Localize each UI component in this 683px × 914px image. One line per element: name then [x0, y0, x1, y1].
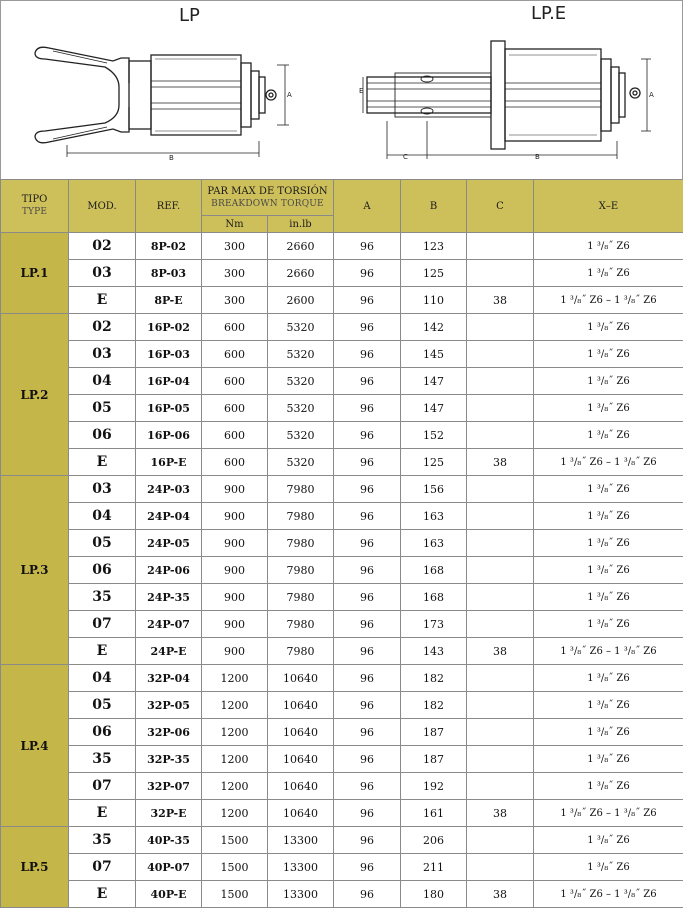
b-cell: 168: [401, 557, 467, 584]
inlb-cell: 7980: [268, 530, 334, 557]
xe-cell: 1 ³/₈˝ Z6: [534, 314, 683, 341]
c-cell: [467, 773, 534, 800]
nm-cell: 1200: [202, 719, 268, 746]
a-cell: 96: [334, 611, 401, 638]
c-cell: [467, 260, 534, 287]
mod-cell: 05: [69, 395, 136, 422]
header-nm: Nm: [202, 216, 268, 233]
c-cell: [467, 692, 534, 719]
xe-cell: 1 ³/₈˝ Z6 – 1 ³/₈˝ Z6: [534, 881, 683, 908]
xe-cell: 1 ³/₈˝ Z6: [534, 611, 683, 638]
xe-cell: 1 ³/₈˝ Z6: [534, 368, 683, 395]
c-cell: [467, 368, 534, 395]
mod-cell: E: [69, 287, 136, 314]
a-cell: 96: [334, 665, 401, 692]
ref-cell: 16P-04: [136, 368, 202, 395]
table-row: [1, 233, 683, 260]
table-row: [1, 800, 683, 827]
mod-cell: 04: [69, 503, 136, 530]
header-xe: X–E: [534, 180, 683, 233]
inlb-cell: 10640: [268, 692, 334, 719]
table-row: [1, 503, 683, 530]
table-row: [1, 827, 683, 854]
mod-cell: 06: [69, 422, 136, 449]
xe-cell: 1 ³/₈˝ Z6: [534, 341, 683, 368]
mod-cell: 06: [69, 557, 136, 584]
lp-dim-b: B: [169, 154, 174, 162]
ref-cell: 16P-E: [136, 449, 202, 476]
a-cell: 96: [334, 341, 401, 368]
nm-cell: 600: [202, 449, 268, 476]
b-cell: 156: [401, 476, 467, 503]
b-cell: 147: [401, 395, 467, 422]
ref-cell: 24P-E: [136, 638, 202, 665]
xe-cell: 1 ³/₈˝ Z6: [534, 584, 683, 611]
b-cell: 192: [401, 773, 467, 800]
ref-cell: 24P-06: [136, 557, 202, 584]
xe-cell: 1 ³/₈˝ Z6: [534, 233, 683, 260]
nm-cell: 900: [202, 530, 268, 557]
xe-cell: 1 ³/₈˝ Z6: [534, 476, 683, 503]
nm-cell: 900: [202, 584, 268, 611]
inlb-cell: 10640: [268, 746, 334, 773]
b-cell: 147: [401, 368, 467, 395]
nm-cell: 600: [202, 395, 268, 422]
c-cell: 38: [467, 638, 534, 665]
xe-cell: 1 ³/₈˝ Z6: [534, 260, 683, 287]
xe-cell: 1 ³/₈˝ Z6 – 1 ³/₈˝ Z6: [534, 638, 683, 665]
nm-cell: 600: [202, 368, 268, 395]
table-row: [1, 692, 683, 719]
ref-cell: 32P-E: [136, 800, 202, 827]
b-cell: 143: [401, 638, 467, 665]
header-mod: MOD.: [69, 180, 136, 233]
tipo-cell: LP.1: [1, 233, 69, 314]
b-cell: 110: [401, 287, 467, 314]
specification-table: [0, 179, 683, 908]
inlb-cell: 5320: [268, 368, 334, 395]
mod-cell: 35: [69, 584, 136, 611]
tipo-cell: LP.4: [1, 665, 69, 827]
table-row: [1, 260, 683, 287]
lpe-dim-a: A: [649, 91, 654, 99]
mod-cell: 07: [69, 611, 136, 638]
lp-dim-a: A: [287, 91, 292, 99]
a-cell: 96: [334, 557, 401, 584]
a-cell: 96: [334, 584, 401, 611]
table-row: [1, 638, 683, 665]
table-row: [1, 854, 683, 881]
table-row: [1, 287, 683, 314]
ref-cell: 32P-07: [136, 773, 202, 800]
nm-cell: 600: [202, 314, 268, 341]
header-ref: REF.: [136, 180, 202, 233]
b-cell: 211: [401, 854, 467, 881]
c-cell: [467, 395, 534, 422]
header-inlb: in.lb: [268, 216, 334, 233]
c-cell: [467, 314, 534, 341]
lp-drawing-title: LP: [179, 5, 200, 26]
a-cell: 96: [334, 530, 401, 557]
ref-cell: 40P-E: [136, 881, 202, 908]
b-cell: 152: [401, 422, 467, 449]
nm-cell: 300: [202, 233, 268, 260]
header-b: B: [401, 180, 467, 233]
xe-cell: 1 ³/₈˝ Z6: [534, 665, 683, 692]
b-cell: 123: [401, 233, 467, 260]
ref-cell: 16P-02: [136, 314, 202, 341]
ref-cell: 24P-07: [136, 611, 202, 638]
ref-cell: 16P-03: [136, 341, 202, 368]
mod-cell: 05: [69, 692, 136, 719]
ref-cell: 16P-06: [136, 422, 202, 449]
c-cell: 38: [467, 287, 534, 314]
a-cell: 96: [334, 476, 401, 503]
mod-cell: 03: [69, 476, 136, 503]
c-cell: 38: [467, 800, 534, 827]
table-row: [1, 773, 683, 800]
mod-cell: E: [69, 638, 136, 665]
xe-cell: 1 ³/₈˝ Z6 – 1 ³/₈˝ Z6: [534, 287, 683, 314]
a-cell: 96: [334, 638, 401, 665]
b-cell: 187: [401, 719, 467, 746]
lpe-dim-c: C: [403, 153, 408, 161]
table-body: [1, 233, 683, 908]
inlb-cell: 5320: [268, 422, 334, 449]
mod-cell: 07: [69, 773, 136, 800]
xe-cell: 1 ³/₈˝ Z6: [534, 395, 683, 422]
inlb-cell: 7980: [268, 476, 334, 503]
table-row: [1, 314, 683, 341]
nm-cell: 1200: [202, 800, 268, 827]
c-cell: 38: [467, 449, 534, 476]
ref-cell: 24P-04: [136, 503, 202, 530]
table-row: [1, 584, 683, 611]
mod-cell: E: [69, 881, 136, 908]
table-row: [1, 341, 683, 368]
table-row: [1, 449, 683, 476]
ref-cell: 32P-06: [136, 719, 202, 746]
table-row: [1, 557, 683, 584]
ref-cell: 24P-05: [136, 530, 202, 557]
table-row: [1, 530, 683, 557]
a-cell: 96: [334, 746, 401, 773]
ref-cell: 32P-05: [136, 692, 202, 719]
ref-cell: 24P-35: [136, 584, 202, 611]
inlb-cell: 2660: [268, 260, 334, 287]
a-cell: 96: [334, 800, 401, 827]
nm-cell: 900: [202, 503, 268, 530]
inlb-cell: 5320: [268, 395, 334, 422]
inlb-cell: 7980: [268, 557, 334, 584]
table-row: [1, 476, 683, 503]
ref-cell: 8P-E: [136, 287, 202, 314]
c-cell: [467, 341, 534, 368]
header-tipo: TIPO TYPE: [1, 180, 69, 233]
inlb-cell: 7980: [268, 638, 334, 665]
ref-cell: 24P-03: [136, 476, 202, 503]
ref-cell: 8P-03: [136, 260, 202, 287]
ref-cell: 32P-35: [136, 746, 202, 773]
nm-cell: 1500: [202, 854, 268, 881]
table-row: [1, 611, 683, 638]
inlb-cell: 5320: [268, 341, 334, 368]
ref-cell: 40P-35: [136, 827, 202, 854]
nm-cell: 900: [202, 557, 268, 584]
a-cell: 96: [334, 854, 401, 881]
inlb-cell: 13300: [268, 854, 334, 881]
xe-cell: 1 ³/₈˝ Z6: [534, 854, 683, 881]
b-cell: 187: [401, 746, 467, 773]
tipo-cell: LP.3: [1, 476, 69, 665]
nm-cell: 1200: [202, 692, 268, 719]
c-cell: [467, 584, 534, 611]
a-cell: 96: [334, 368, 401, 395]
nm-cell: 1200: [202, 746, 268, 773]
table-row: [1, 746, 683, 773]
c-cell: [467, 665, 534, 692]
a-cell: 96: [334, 692, 401, 719]
b-cell: 182: [401, 692, 467, 719]
a-cell: 96: [334, 260, 401, 287]
inlb-cell: 5320: [268, 314, 334, 341]
c-cell: [467, 827, 534, 854]
tipo-cell: LP.5: [1, 827, 69, 908]
mod-cell: 07: [69, 854, 136, 881]
xe-cell: 1 ³/₈˝ Z6: [534, 557, 683, 584]
lpe-dim-b: B: [535, 153, 540, 161]
inlb-cell: 2660: [268, 233, 334, 260]
inlb-cell: 10640: [268, 665, 334, 692]
ref-cell: 16P-05: [136, 395, 202, 422]
xe-cell: 1 ³/₈˝ Z6: [534, 503, 683, 530]
c-cell: [467, 476, 534, 503]
a-cell: 96: [334, 287, 401, 314]
nm-cell: 300: [202, 287, 268, 314]
tipo-cell: LP.2: [1, 314, 69, 476]
a-cell: 96: [334, 827, 401, 854]
nm-cell: 1200: [202, 773, 268, 800]
c-cell: [467, 557, 534, 584]
c-cell: [467, 611, 534, 638]
a-cell: 96: [334, 422, 401, 449]
lpe-dim-e: E: [359, 87, 364, 95]
b-cell: 163: [401, 530, 467, 557]
c-cell: [467, 854, 534, 881]
inlb-cell: 7980: [268, 584, 334, 611]
header-c: C: [467, 180, 534, 233]
inlb-cell: 10640: [268, 719, 334, 746]
mod-cell: 03: [69, 260, 136, 287]
c-cell: [467, 719, 534, 746]
xe-cell: 1 ³/₈˝ Z6 – 1 ³/₈˝ Z6: [534, 449, 683, 476]
b-cell: 168: [401, 584, 467, 611]
nm-cell: 300: [202, 260, 268, 287]
nm-cell: 1200: [202, 665, 268, 692]
lp-and-lpe-drawing: [1, 1, 683, 180]
mod-cell: 02: [69, 314, 136, 341]
xe-cell: 1 ³/₈˝ Z6: [534, 746, 683, 773]
nm-cell: 900: [202, 476, 268, 503]
xe-cell: 1 ³/₈˝ Z6: [534, 530, 683, 557]
mod-cell: E: [69, 449, 136, 476]
inlb-cell: 13300: [268, 881, 334, 908]
a-cell: 96: [334, 233, 401, 260]
nm-cell: 900: [202, 611, 268, 638]
c-cell: [467, 503, 534, 530]
a-cell: 96: [334, 314, 401, 341]
mod-cell: 04: [69, 368, 136, 395]
mod-cell: E: [69, 800, 136, 827]
nm-cell: 600: [202, 341, 268, 368]
xe-cell: 1 ³/₈˝ Z6 – 1 ³/₈˝ Z6: [534, 800, 683, 827]
table-row: [1, 665, 683, 692]
ref-cell: 8P-02: [136, 233, 202, 260]
technical-drawings-panel: [0, 0, 683, 179]
xe-cell: 1 ³/₈˝ Z6: [534, 773, 683, 800]
b-cell: 161: [401, 800, 467, 827]
a-cell: 96: [334, 449, 401, 476]
table-row: [1, 368, 683, 395]
b-cell: 145: [401, 341, 467, 368]
mod-cell: 04: [69, 665, 136, 692]
c-cell: [467, 422, 534, 449]
table-row: [1, 719, 683, 746]
table-row: [1, 881, 683, 908]
mod-cell: 03: [69, 341, 136, 368]
nm-cell: 1500: [202, 881, 268, 908]
inlb-cell: 10640: [268, 800, 334, 827]
b-cell: 180: [401, 881, 467, 908]
b-cell: 125: [401, 449, 467, 476]
nm-cell: 900: [202, 638, 268, 665]
table-row: [1, 422, 683, 449]
a-cell: 96: [334, 395, 401, 422]
mod-cell: 05: [69, 530, 136, 557]
a-cell: 96: [334, 881, 401, 908]
mod-cell: 06: [69, 719, 136, 746]
b-cell: 163: [401, 503, 467, 530]
a-cell: 96: [334, 503, 401, 530]
c-cell: [467, 233, 534, 260]
inlb-cell: 5320: [268, 449, 334, 476]
a-cell: 96: [334, 773, 401, 800]
mod-cell: 35: [69, 827, 136, 854]
nm-cell: 600: [202, 422, 268, 449]
mod-cell: 02: [69, 233, 136, 260]
b-cell: 125: [401, 260, 467, 287]
xe-cell: 1 ³/₈˝ Z6: [534, 719, 683, 746]
table-row: [1, 395, 683, 422]
inlb-cell: 13300: [268, 827, 334, 854]
inlb-cell: 2600: [268, 287, 334, 314]
c-cell: [467, 746, 534, 773]
xe-cell: 1 ³/₈˝ Z6: [534, 422, 683, 449]
b-cell: 173: [401, 611, 467, 638]
xe-cell: 1 ³/₈˝ Z6: [534, 692, 683, 719]
b-cell: 142: [401, 314, 467, 341]
inlb-cell: 7980: [268, 611, 334, 638]
ref-cell: 32P-04: [136, 665, 202, 692]
header-a: A: [334, 180, 401, 233]
lpe-drawing-title: LP.E: [531, 3, 567, 24]
b-cell: 182: [401, 665, 467, 692]
a-cell: 96: [334, 719, 401, 746]
mod-cell: 35: [69, 746, 136, 773]
b-cell: 206: [401, 827, 467, 854]
xe-cell: 1 ³/₈˝ Z6: [534, 827, 683, 854]
c-cell: [467, 530, 534, 557]
c-cell: 38: [467, 881, 534, 908]
inlb-cell: 7980: [268, 503, 334, 530]
ref-cell: 40P-07: [136, 854, 202, 881]
header-torque: PAR MAX DE TORSIÓN BREAKDOWN TORQUE: [202, 180, 334, 216]
inlb-cell: 10640: [268, 773, 334, 800]
nm-cell: 1500: [202, 827, 268, 854]
